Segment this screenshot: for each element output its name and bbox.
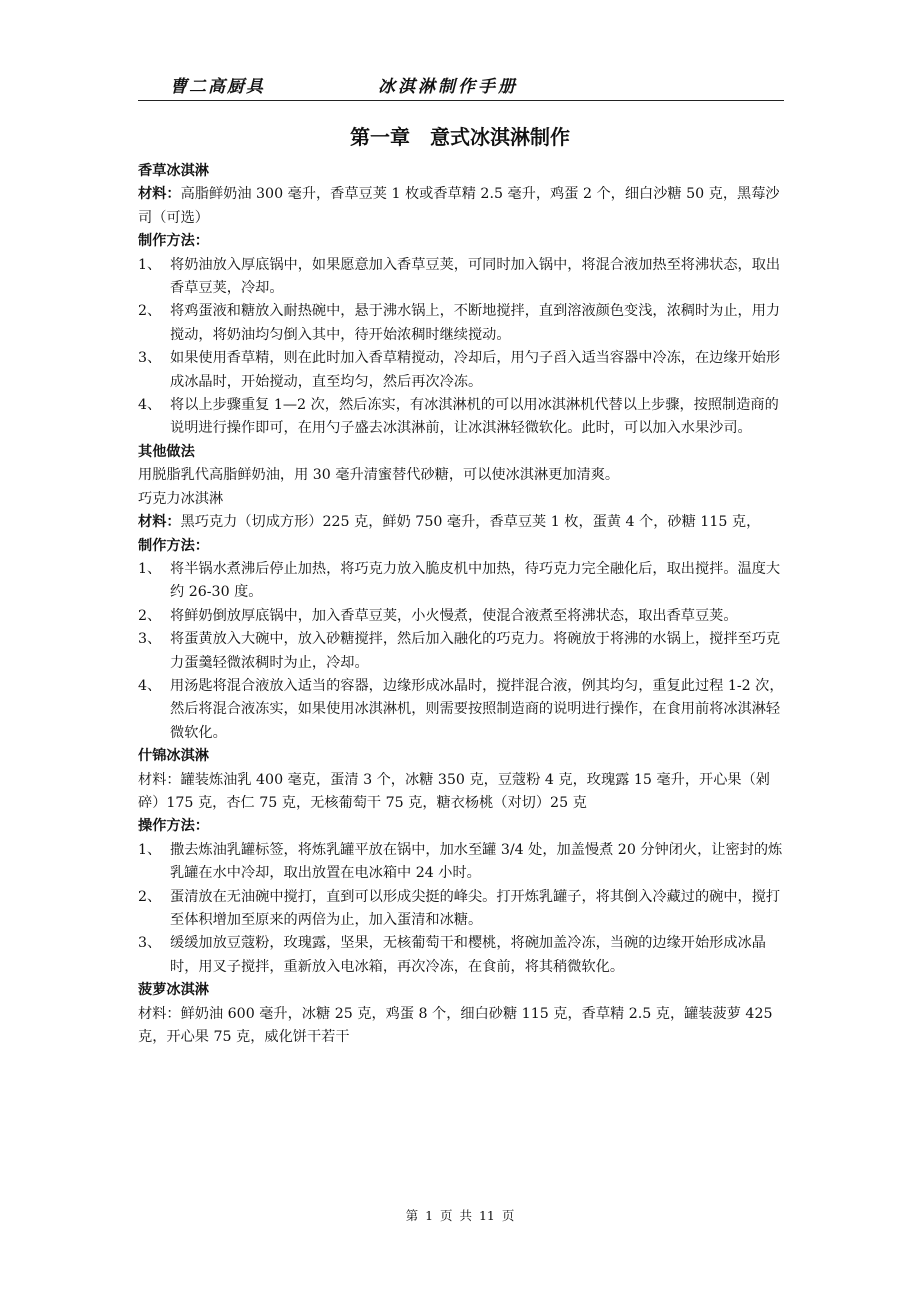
header-brand: 曹二高厨具 (170, 77, 265, 97)
step-item (138, 605, 784, 628)
other-method-text: 用脱脂乳代高脂鲜奶油，用 30 毫升清蜜替代砂糖，可以使冰淇淋更加清爽。 (138, 467, 620, 484)
step-item (138, 628, 784, 675)
section-title-chocolate: 巧克力冰淇淋 (138, 490, 224, 507)
step-text: 将鸡蛋液和糖放入耐热碗中，悬于沸水锅上，不断地搅拌，直到溶液颜色变浅，浓稠时为止，用力搅动，将奶油均匀倒入其中，待开始浓稠时继续搅动。 (170, 303, 781, 343)
step-text: 将半锅水煮沸后停止加热，将巧克力放入脆皮机中加热，待巧克力完全融化后，取出搅拌。温度大约 26-30 度。 (170, 560, 781, 601)
step-item (138, 254, 784, 301)
step-text: 将蛋黄放入大碗中，放入砂糖搅拌，然后加入融化的巧克力。将碗放于将沸的水锅上，搅拌至巧克力蛋羹轻微浓稠时为止，冷却。 (170, 631, 781, 671)
materials-text: 鲜奶油 600 毫升，冰糖 25 克，鸡蛋 8 个，细白砂糖 115 克，香草精 2.5 克，罐装菠萝 425 克，开心果 75 克，威化饼干若干 (138, 1005, 773, 1046)
step-text: 将以上步骤重复 1—2 次，然后冻实，有冰淇淋机的可以用冰淇淋机代替以上步骤，按照制造商的说明进行操作即可，在用勺子盛去冰淇淋前，让冰淇淋轻微软化。此时，可以加入水果沙司。 (170, 397, 779, 437)
materials-chocolate (138, 511, 784, 534)
materials-label: 材料： (138, 771, 181, 788)
steps-tutti (138, 839, 784, 979)
step-text: 如果使用香草精，则在此时加入香草精搅动，冷却后，用勺子舀入适当容器中冷冻，在边缘开始形成冰晶时，开始搅动，直至均匀，然后再次冷冻。 (170, 350, 781, 390)
materials-pineapple (138, 1003, 784, 1050)
step-text: 将鲜奶倒放厚底锅中，加入香草豆荚，小火慢煮，使混合液煮至将沸状态，取出香草豆荚。 (170, 607, 738, 624)
step-item (138, 932, 784, 979)
step-number: 3、 (138, 631, 162, 648)
document-body (138, 160, 784, 1049)
step-item (138, 300, 784, 347)
steps-chocolate (138, 558, 784, 745)
step-item (138, 558, 784, 605)
step-number: 2、 (138, 888, 162, 905)
step-text: 缓缓加放豆蔻粉，玫瑰露，坚果，无核葡萄干和樱桃，将碗加盖冷冻，当碗的边缘开始形成冰晶时，用叉子搅拌，重新放入电冰箱，再次冷冻，在食前，将其稍微软化。 (170, 935, 766, 975)
step-number: 4、 (138, 397, 162, 414)
materials-text: 黑巧克力（切成方形）225 克，鲜奶 750 毫升，香草豆荚 1 枚，蛋黄 4 个，砂糖 115 克， (180, 514, 761, 531)
step-number: 1、 (138, 841, 162, 858)
method-label-vanilla: 制作方法： (138, 233, 209, 250)
step-item (138, 886, 784, 933)
step-number: 2、 (138, 303, 162, 320)
step-item (138, 675, 784, 745)
section-title-vanilla: 香草冰淇淋 (138, 163, 209, 179)
materials-label: 材料： (138, 186, 181, 203)
method-label-chocolate: 制作方法： (138, 537, 209, 554)
step-number: 4、 (138, 677, 162, 694)
method-label-tutti: 操作方法： (138, 818, 209, 835)
materials-label: 材料： (138, 514, 181, 531)
materials-label: 材料： (138, 1005, 181, 1022)
page-header (138, 70, 784, 101)
step-number: 2、 (138, 607, 162, 624)
step-item (138, 394, 784, 441)
materials-tutti (138, 769, 784, 816)
other-method-title: 其他做法 (138, 443, 195, 460)
chapter-title: 第一章 意式冰淇淋制作 (350, 125, 570, 149)
step-text: 蛋清放在无油碗中搅打，直到可以形成尖挺的峰尖。打开炼乳罐子，将其倒入冷藏过的碗中，搅打至体积增加至原来的两倍为止，加入蛋清和冰糖。 (170, 888, 781, 928)
section-title-pineapple: 菠萝冰淇淋 (138, 982, 209, 999)
header-title: 冰淇淋制作手册 (378, 77, 518, 97)
step-item (138, 347, 784, 394)
materials-text: 高脂鲜奶油 300 毫升，香草豆荚 1 枚或香草精 2.5 毫升，鸡蛋 2 个，细白沙糖 50 克，黑莓沙司（可选） (138, 186, 780, 226)
materials-text: 罐装炼油乳 400 毫克，蛋清 3 个，冰糖 350 克，豆蔻粉 4 克，玫瑰露 15 毫升，开心果（剁碎）175 克，杏仁 75 克，无核葡萄干 75 克，糖衣杨桃（对切）25 克 (138, 771, 770, 811)
page-footer: 第 1 页 共 11 页 (405, 1208, 515, 1223)
step-number: 1、 (138, 256, 162, 273)
step-item (138, 839, 784, 886)
section-title-tutti: 什锦冰淇淋 (138, 748, 209, 765)
step-text: 撒去炼油乳罐标签，将炼乳罐平放在锅中，加水至罐 3/4 处，加盖慢煮 20 分钟闭火，让密封的炼乳罐在水中冷却，取出放置在电冰箱中 24 小时。 (170, 841, 783, 882)
step-number: 3、 (138, 350, 162, 367)
step-number: 3、 (138, 935, 162, 952)
step-number: 1、 (138, 560, 162, 577)
steps-vanilla (138, 254, 784, 441)
step-text: 用汤匙将混合液放入适当的容器，边缘形成冰晶时，搅拌混合液，例其均匀，重复此过程 1-2 次，然后将混合液冻实，如果使用冰淇淋机，则需要按照制造商的说明进行操作，在食用前将冰淇淋轻微软化。 (170, 677, 784, 741)
materials-vanilla (138, 183, 784, 230)
step-text: 将奶油放入厚底锅中，如果愿意加入香草豆荚，可同时加入锅中，将混合液加热至将沸状态，取出香草豆荚，冷却。 (170, 256, 781, 297)
